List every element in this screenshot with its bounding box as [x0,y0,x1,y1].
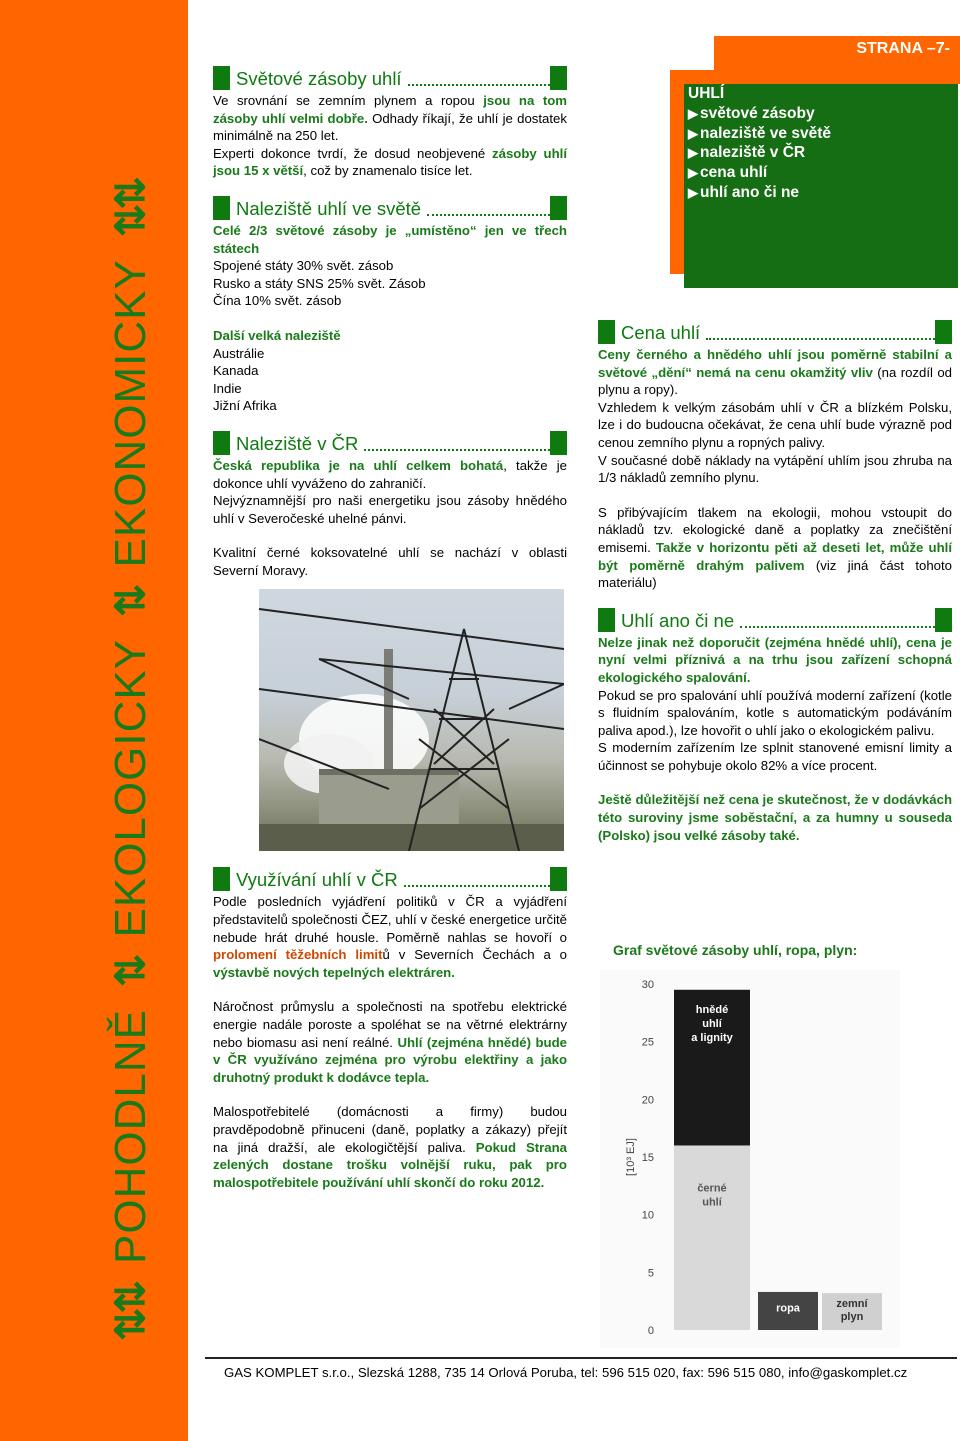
paragraph: Nejvýznamnější pro naši energetiku jsou zásoby hnědého uhlí v Severočeské uhelné pánvi. [213,493,567,526]
section-heading: Světové zásoby uhlí [213,66,567,90]
paragraph: Ve srovnání se zemním plynem a ropou jsou na tom zásoby uhlí velmi dobře. Odhady říkají, že uhlí je dostatek minimálně na 250 let. [213,93,568,144]
section-cz-usage [213,867,567,1191]
list-item: Rusko a státy SNS 25% svět. Zásob [213,275,426,291]
y-tick-label: 0 [647,1325,654,1337]
bar-label: uhlí [702,1017,722,1030]
footer-contact: GAS KOMPLET s.r.o., Slezská 1288, 735 14 Orlová Poruba, tel: 596 515 020, fax: 596 515 080, info@gaskomplet.cz [224,1365,908,1380]
subheading: Další velká naleziště [213,327,341,343]
bar-label: zemní [836,1297,868,1310]
arrows-icon: ⇅⇅ [109,1285,153,1341]
arrows-icon: ⇅⇅ [109,182,153,238]
list-item: Spojené státy 30% svět. zásob [213,258,394,274]
left-column [213,66,567,1207]
list-item: Kanada [213,363,259,379]
footer-divider [205,1357,957,1359]
bar-label: černé [697,1182,727,1195]
section-world-reserves [213,66,567,180]
section-heading: Naleziště v ČR [213,431,567,455]
contents-list [688,84,831,203]
paragraph: Experti dokonce tvrdí, že dosud neobjevené zásoby uhlí jsou 15 x větší, což by znamenalo tisíce let. [213,145,567,179]
y-tick-label: 10 [641,1209,654,1222]
section-heading: Naleziště uhlí ve světě [213,196,567,220]
paragraph: Náročnost průmyslu a společnosti na spotřebu elektrické energie nadále poroste a spoléhat se na větrné elektrárny nebo biomasu asi není reálné. Uhlí (zejména hnědé) bude v ČR využíváno zejména pro výrobu elektřiny a jako druhotný produkt k dodávce tepla. [213,999,567,1085]
y-tick-label: 15 [641,1152,654,1164]
paragraph: Podle posledních vyjádření politiků v ČR a vyjádření představitelů společnosti ČEZ, uhlí v české energetice určitě nebude hrát druhé housle. Poměrně nahlas se hovoří o prolomení těžebních limitů v Severních Čechách a o výstavbě nových tepelných elektráren. [213,894,568,980]
section-coal-price [598,320,952,592]
arrows-icon: ⇅ [109,959,153,988]
arrows-icon: ⇅ [109,589,153,617]
sidebar-slogan [96,81,166,1341]
list-item: Čína 10% svět. zásob [213,293,342,309]
section-heading: Cena uhlí [598,320,952,344]
paragraph: Kvalitní černé koksovatelné uhlí se nachází v oblasti Severní Moravy. [213,545,567,578]
section-heading: Využívání uhlí v ČR [213,867,567,891]
bar-label: uhlí [702,1196,722,1209]
contents-item[interactable]: ▶ uhlí ano či ne [688,183,831,203]
pylon-illustration [259,589,564,851]
list-item: Jižní Afrika [213,398,277,414]
paragraph: Ještě důležitější než cena je skutečnost, že v dodávkách této suroviny jsme soběstační, a za humny u souseda (Polsko) jsou velké zásoby také. [598,792,952,843]
bar-label: a lignity [691,1031,733,1044]
paragraph: Pokud se pro spalování uhlí používá moderní zařízení (kotle s fluidním spalováním, kotle s automatickým podáváním paliva apod.), lze hovořit o uhlí jako o ekologickém palivu. [598,687,952,738]
list-item: Indie [213,380,242,396]
paragraph: Malospotřebitelé (domácnosti a firmy) budou pravděpodobně přinuceni (daně, poplatky a zákazy) přejít na jiná dražší, ale ekologičtější paliva. Pokud Strana zelených dostane trošku volnější ruku, pak pro malospotřebitele používání uhlí skončí do roku 2012. [213,1104,567,1190]
sidebar-word: EKONOMICKY [106,259,155,568]
y-tick-label: 30 [641,979,654,991]
section-world-deposits [213,196,567,415]
contents-item[interactable]: ▶ naleziště v ČR [688,143,831,163]
chart-title: Graf světové zásoby uhlí, ropa, plyn: [613,942,858,958]
list-item: Austrálie [213,345,265,361]
power-plant-photo [259,589,564,851]
bar-label: plyn [840,1310,864,1323]
paragraph: Ceny černého a hnědého uhlí jsou poměrně stabilní a světové „dění“ nemá na cenu okamžitý vliv (na rozdíl od plynu a ropy). [598,347,953,398]
section-heading: Uhlí ano či ne [598,608,952,632]
contents-item[interactable]: ▶ světové zásoby [688,104,831,124]
reserves-chart [600,970,900,1348]
paragraph: Česká republika je na uhlí celkem bohatá, takže je dokonce uhlí vyváženo do zahraničí. [213,457,567,491]
contents-item[interactable]: ▶ naleziště ve světě [688,124,831,144]
section-coal-yes-no [598,608,952,845]
bar-label: hnědé [695,1003,729,1016]
paragraph: S moderním zařízením lze splnit stanovené emisní limity a účinnost se pohybuje okolo 82% a více procent. [598,740,952,773]
sidebar-word: POHODLNĚ [106,1009,155,1264]
contents-title: UHLÍ [688,85,725,102]
y-tick-label: 20 [641,1094,654,1107]
right-column [598,320,952,860]
contents-item[interactable]: ▶ cena uhlí [688,163,831,183]
section-cz-deposits [213,431,567,852]
y-tick-label: 5 [647,1267,654,1280]
sidebar-banner [0,0,188,1441]
paragraph: S přibývajícím tlakem na ekologii, mohou vstoupit do nákladů tzv. ekologické daně a poplatky za znečištění emisemi. Takže v horizontu pěti až deseti let, může uhlí být poměrně drahým palivem (viz jiná část tohoto materiálu) [598,504,953,591]
bar-label: ropa [776,1302,800,1315]
lead-text: Celé 2/3 světové zásoby je „umístěno“ jen ve třech státech [213,222,567,256]
page-label: STRANA –7- [856,40,950,57]
bar-segment [674,1145,750,1330]
sidebar-word: EKOLOGICKY [106,638,155,938]
y-tick-label: 25 [641,1036,654,1049]
paragraph: Vzhledem k velkým zásobám uhlí v ČR a blízkém Polsku, lze i do budoucna očekávat, že cena uhlí bude výrazně pod cenou zemního plynu a ropných palivy. [598,399,952,450]
paragraph: Nelze jinak než doporučit (zejména hnědé uhlí), cena je nyní velmi příznivá a na trhu jsou zařízení schopná ekologického spalování. [598,634,952,685]
paragraph: V současné době náklady na vytápění uhlím jsou zhruba na 1/3 nákladů zemního plynu. [598,452,952,486]
y-axis-label: [10³ EJ] [625,1138,637,1176]
